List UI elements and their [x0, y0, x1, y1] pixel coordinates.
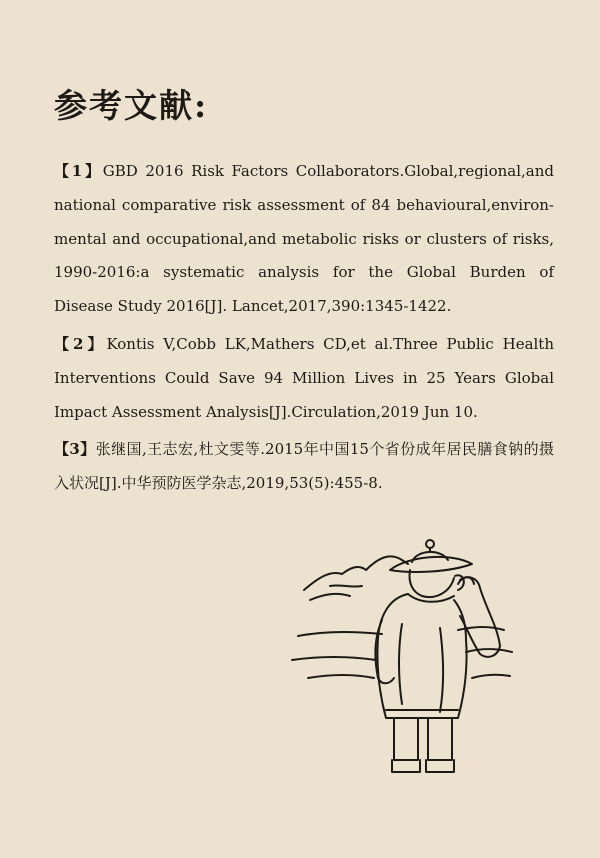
water-line [472, 675, 510, 678]
robe-fold [399, 624, 402, 704]
reference-text: GBD 2016 Risk Factors Collaborators.Global,regional,and national comparative risk assessment of 84 behavioural,environ-mental and occupational,and metabolic risks or clusters of risks, 1990-2016:a systematic analysis for the Global Burden of Disease Study 2016[J]. Lancet,2017,390:1345-1422. [54, 162, 555, 316]
hat-knob [426, 540, 434, 548]
head [410, 570, 455, 597]
boot [426, 760, 454, 772]
traveler-illustration [290, 528, 520, 778]
reference-number: 【3】 [54, 440, 96, 459]
reference-item-3 [54, 433, 554, 501]
reference-item-1 [54, 155, 554, 324]
water-line [292, 657, 376, 660]
leg [394, 718, 418, 760]
hand [458, 577, 474, 584]
reference-number: 【1】 [54, 162, 103, 180]
robe [377, 594, 466, 718]
boot [392, 760, 420, 772]
leg [428, 718, 452, 760]
water-line [308, 675, 374, 678]
reference-text: Kontis V,Cobb LK,Mathers CD,et al.Three Public Health Interventions Could Save 94 Million Lives in 25 Years Global Impact Assessment Analysis[J].Circulation,2019 Jun 10. [54, 334, 554, 421]
reference-item-2 [54, 328, 554, 429]
water-line [298, 632, 382, 636]
mountain-outline [304, 556, 408, 590]
robe-fold [440, 628, 443, 712]
water-line [466, 649, 512, 652]
reference-text: 张继国,王志宏,杜文雯等.2015年中国15个省份成年居民膳食钠的摄入状况[J].中华预防医学杂志,2019,53(5):455-8. [54, 440, 554, 493]
reference-number: 【2】 [54, 334, 107, 353]
mountain-outline [310, 594, 350, 600]
page-title: 参考文献: [54, 86, 209, 125]
reference-list [54, 155, 554, 505]
mountain-outline [330, 585, 362, 586]
